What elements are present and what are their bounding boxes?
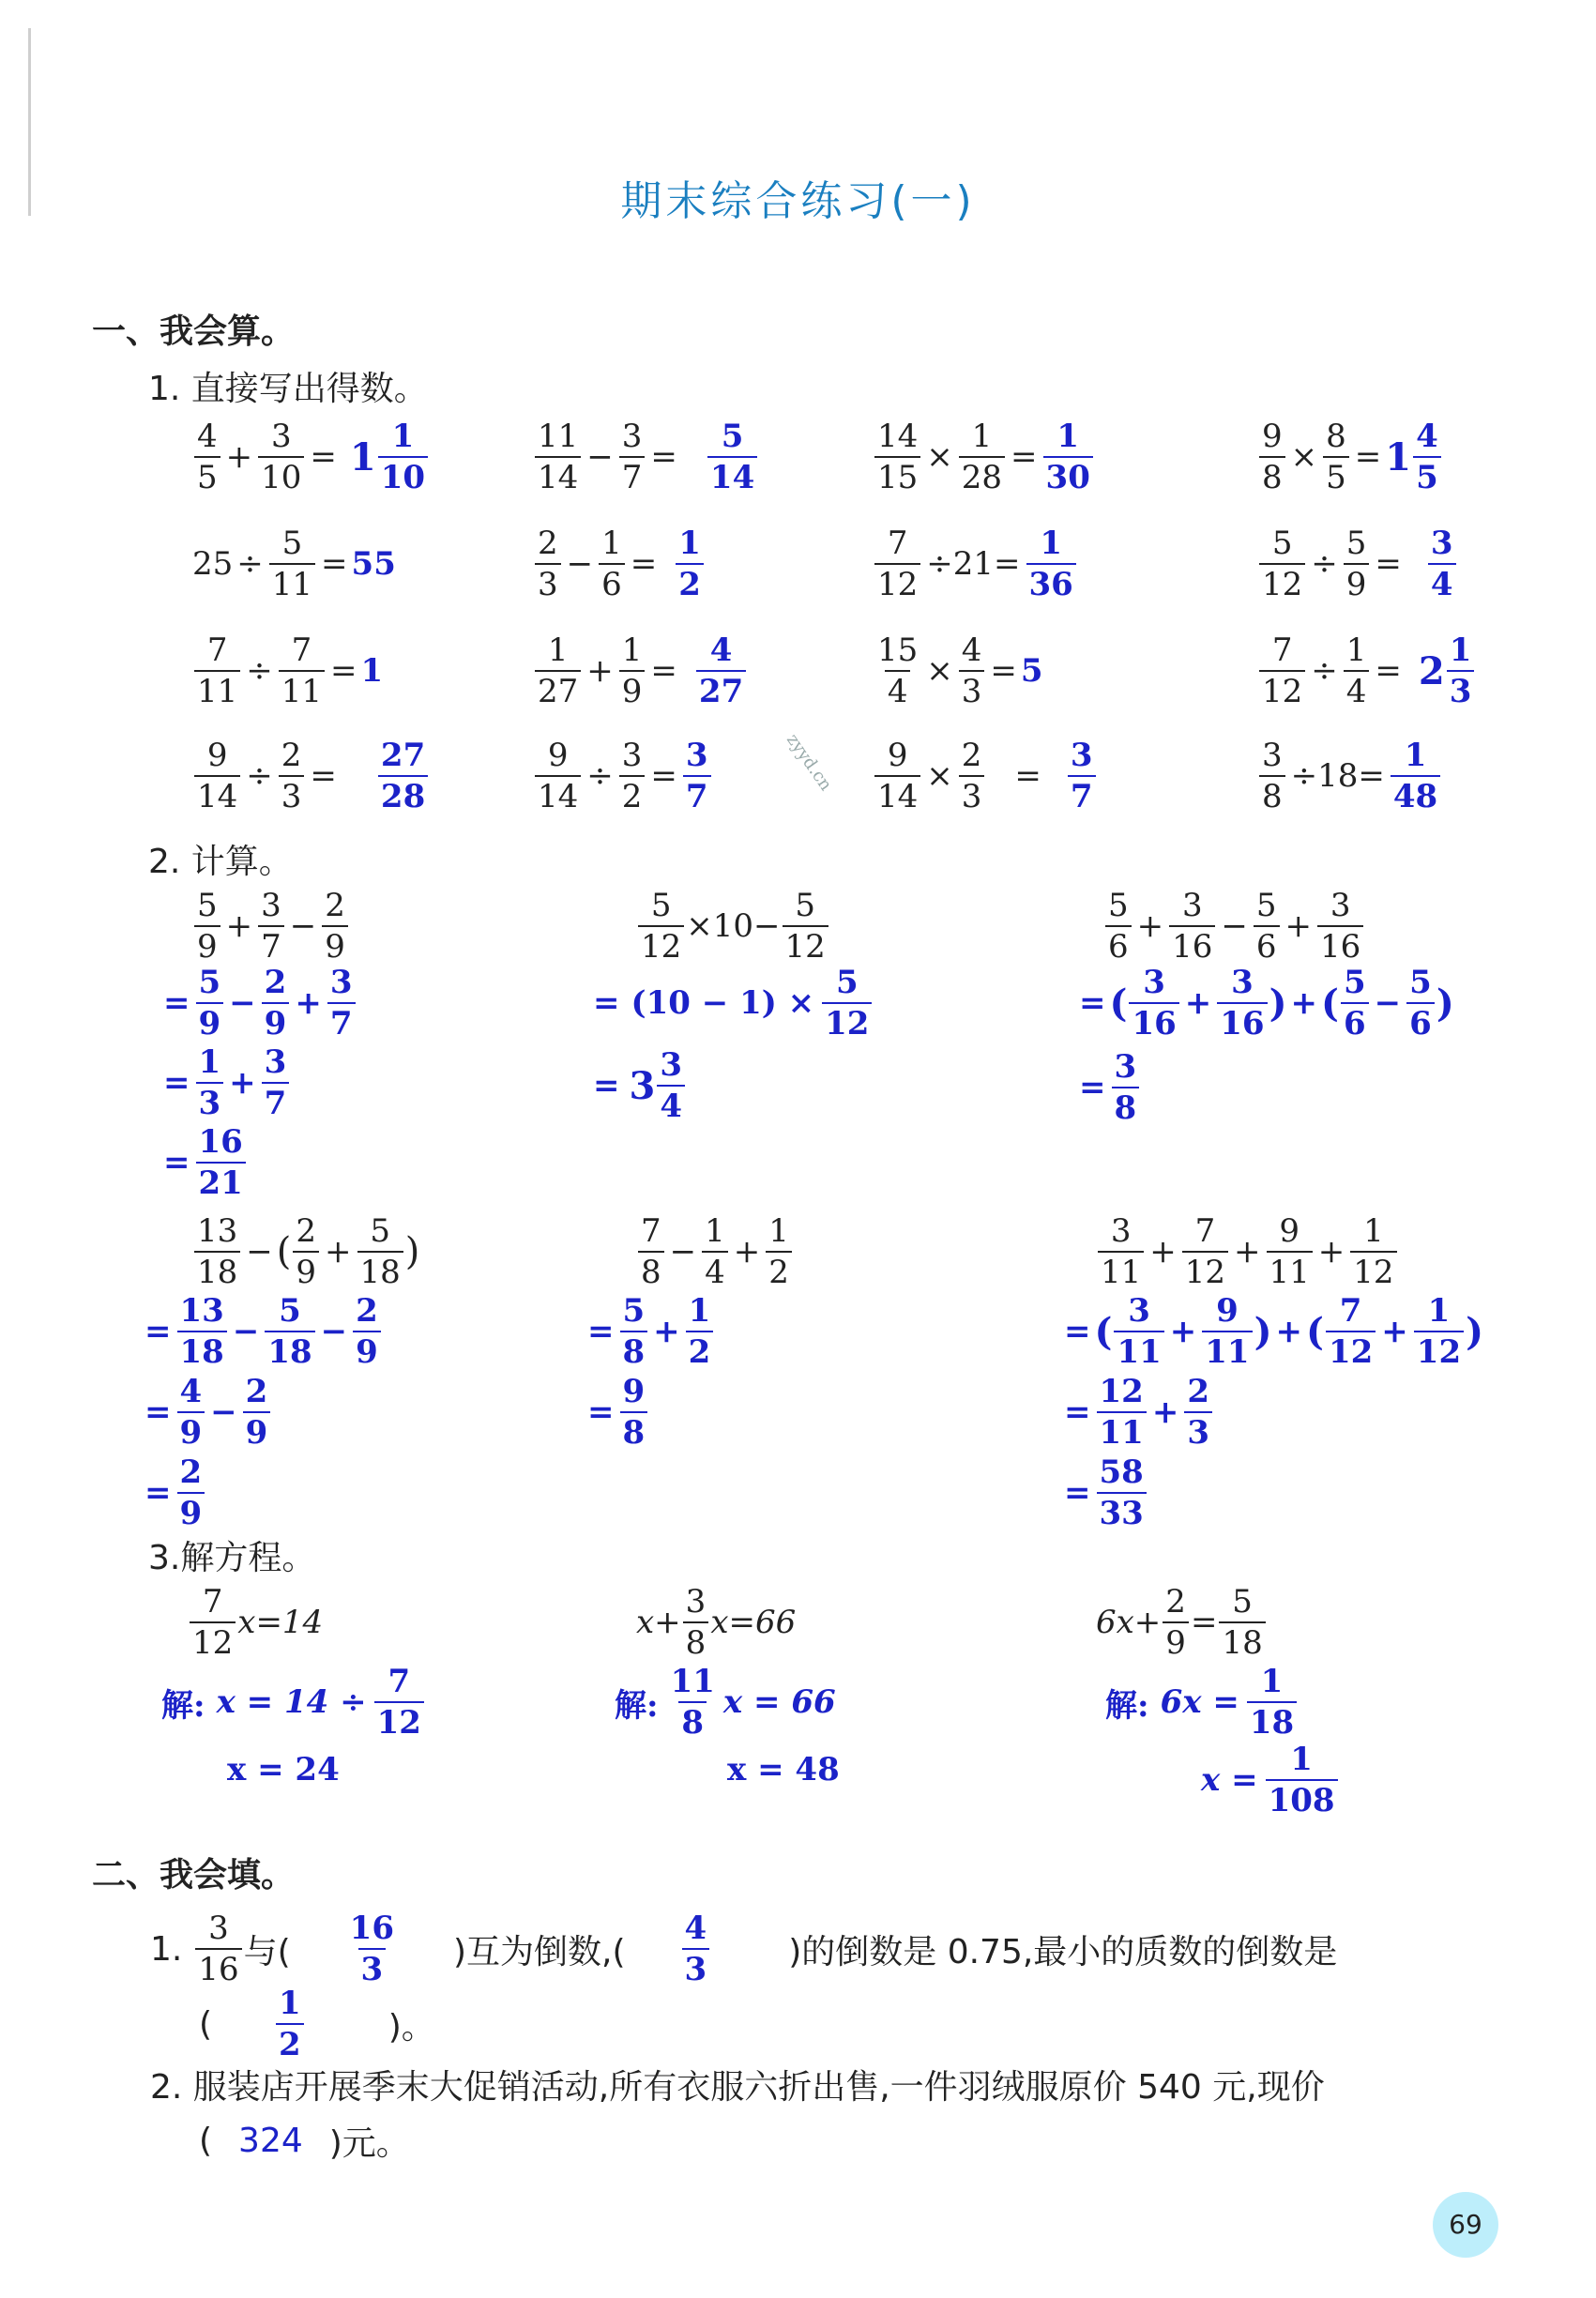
q1-12: $\frac{7}{12}$ ÷ $\frac{1}{4}$ = 2 1 3 <box>1257 634 1476 708</box>
page-number-badge: 69 <box>1433 2192 1498 2258</box>
q1-5: 25 ÷ $\frac{5}{11}$ = 55 <box>192 525 396 603</box>
q1-8: $\frac{5}{12}$ ÷ $\frac{5}{9}$ = $\frac{3}{4}$ <box>1257 527 1458 601</box>
calc-6-step-2: = $\frac{12}{11}$ + $\frac{2}{3}$ <box>1060 1376 1214 1449</box>
equation-3: 6x+ $\frac{2}{9}$ = $\frac{5}{18}$ <box>1096 1586 1268 1659</box>
equation-2-step-1: 解: 11 8 x = 66 <box>615 1663 836 1742</box>
q1-4: $\frac{9}{8}$ × $\frac{8}{5}$ = 1 4 5 <box>1257 420 1443 494</box>
section-2-heading: 二、我会填。 <box>92 1856 296 1895</box>
q1-16: $\frac{3}{8}$ ÷18= $\frac{1}{48}$ <box>1257 739 1442 813</box>
q1-3: $\frac{14}{15}$ × $\frac{1}{28}$ = $\frac{1}{30}$ <box>873 420 1095 494</box>
calc-1-step-2: = $\frac{1}{3}$ + $\frac{3}{7}$ <box>160 1046 291 1119</box>
page-title: 期末综合练习(一) <box>620 177 976 225</box>
q1-15: $\frac{9}{14}$ × $\frac{2}{3}$ = $\frac{3}{7}$ <box>873 739 1098 813</box>
watermark: zyyd.cn <box>783 730 836 795</box>
calc-1-problem: 5 9 + $\frac{3}{7}$ − $\frac{2}{9}$ <box>192 890 350 963</box>
calc-3-step-2: = $\frac{3}{8}$ <box>1075 1051 1141 1124</box>
q1-13: $\frac{9}{14}$ ÷ $\frac{2}{3}$ = $\frac{27}{28}$ <box>192 739 430 813</box>
q1-14: $\frac{9}{14}$ ÷ $\frac{3}{2}$ = $\frac{3}{7}$ <box>533 739 713 813</box>
fill-question-2-cont: ( 324 )元。 <box>199 2122 410 2163</box>
fill-answer-324: 324 <box>238 2122 303 2160</box>
part-3-label: 3.解方程。 <box>148 1539 316 1577</box>
q1-10: 1 27 + $\frac{1}{9}$ = $\frac{4}{27}$ <box>533 634 748 708</box>
calc-2-step-2: = 3 3 4 <box>589 1049 687 1122</box>
equation-1: 7 12 x=14 <box>188 1586 323 1659</box>
calc-2-problem: $\frac{5}{12}$ ×10− $\frac{5}{12}$ <box>636 890 830 963</box>
calc-4-problem: 13 18 − ( 2 9 + $\frac{5}{18}$ ) <box>192 1215 419 1288</box>
section-1-heading: 一、我会算。 <box>92 312 296 351</box>
calc-4-step-3: = $\frac{2}{9}$ <box>141 1456 206 1529</box>
q1-9: $\frac{7}{11}$ ÷ $\frac{7}{11}$ = 1 <box>192 634 383 708</box>
calc-3-problem: 5 6 + $\frac{3}{16}$ − $\frac{5}{6}$ + $\frac{3}{16}$ <box>1103 890 1365 963</box>
equation-1-step-2: x = 24 <box>227 1751 340 1788</box>
equation-1-step-1: 解: x = 14 ÷ $\frac{7}{12}$ <box>161 1666 426 1739</box>
calc-5-problem: 7 8 − $\frac{1}{4}$ + $\frac{1}{2}$ <box>636 1215 794 1288</box>
q1-2: 11 14 − $\frac{3}{7}$ = $\frac{5}{14}$ <box>533 420 759 494</box>
fill-question-2: 2. 服装店开展季末大促销活动,所有衣服六折出售,一件羽绒服原价 540 元,现价 <box>150 2068 1325 2107</box>
q1-1: 4 5 + $\frac{3}{10}$ = 1 1 10 <box>192 420 430 494</box>
part-1-label: 1. 直接写出得数。 <box>148 370 428 408</box>
calc-1-step-3: = $\frac{16}{21}$ <box>160 1126 248 1199</box>
calc-2-step-1: = (10 − 1) × $\frac{5}{12}$ <box>589 966 874 1040</box>
equation-2-step-2: x = 48 <box>727 1751 840 1788</box>
calc-4-step-2: = $\frac{4}{9}$ − $\frac{2}{9}$ <box>141 1376 272 1449</box>
fill-question-1: 1. 3 16 与( 16 3 )互为倒数,( 4 3 )的倒数是 0.75,最小的质数的倒数是 <box>150 1910 1338 1988</box>
q1-7: $\frac{7}{12}$ ÷21= $\frac{1}{36}$ <box>873 527 1078 601</box>
part-2-label: 2. 计算。 <box>148 843 293 881</box>
calc-3-step-1: = ( 3 16 + $\frac{3}{16}$ ) + ( 5 6 − $\frac{5}{6}$ ) <box>1079 964 1454 1042</box>
fill-question-1-cont: ( 1 2 )。 <box>199 1985 435 2063</box>
calc-6-problem: 3 11 + $\frac{7}{12}$ + $\frac{9}{11}$ + $\frac{1}{12}$ <box>1096 1215 1399 1288</box>
q1-11: $\frac{15}{4}$ × $\frac{4}{3}$ = 5 <box>877 632 1043 710</box>
equation-2: x+ $\frac{3}{8}$ x=66 <box>636 1583 797 1662</box>
q1-6: 2 3 − $\frac{1}{6}$ = $\frac{1}{2}$ <box>533 527 706 601</box>
equation-3-step-2: x = $\frac{1}{108}$ <box>1201 1743 1340 1817</box>
equation-3-step-1: 解: 6x = $\frac{1}{18}$ <box>1105 1666 1299 1739</box>
calc-4-step-1: = $\frac{13}{18}$ − $\frac{5}{18}$ − $\frac{2}{9}$ <box>141 1295 383 1368</box>
calc-6-step-1: = ( 3 11 + $\frac{9}{11}$ ) + ( 7 12 + $\frac{1}{12}$ ) <box>1064 1292 1484 1371</box>
calc-5-step-1: = $\frac{5}{8}$ + $\frac{1}{2}$ <box>584 1295 715 1368</box>
calc-1-step-1: = $\frac{5}{9}$ − $\frac{2}{9}$ + $\frac{3}{7}$ <box>160 966 357 1040</box>
calc-6-step-3: = $\frac{58}{33}$ <box>1060 1456 1148 1529</box>
calc-5-step-2: = $\frac{9}{8}$ <box>584 1376 649 1449</box>
